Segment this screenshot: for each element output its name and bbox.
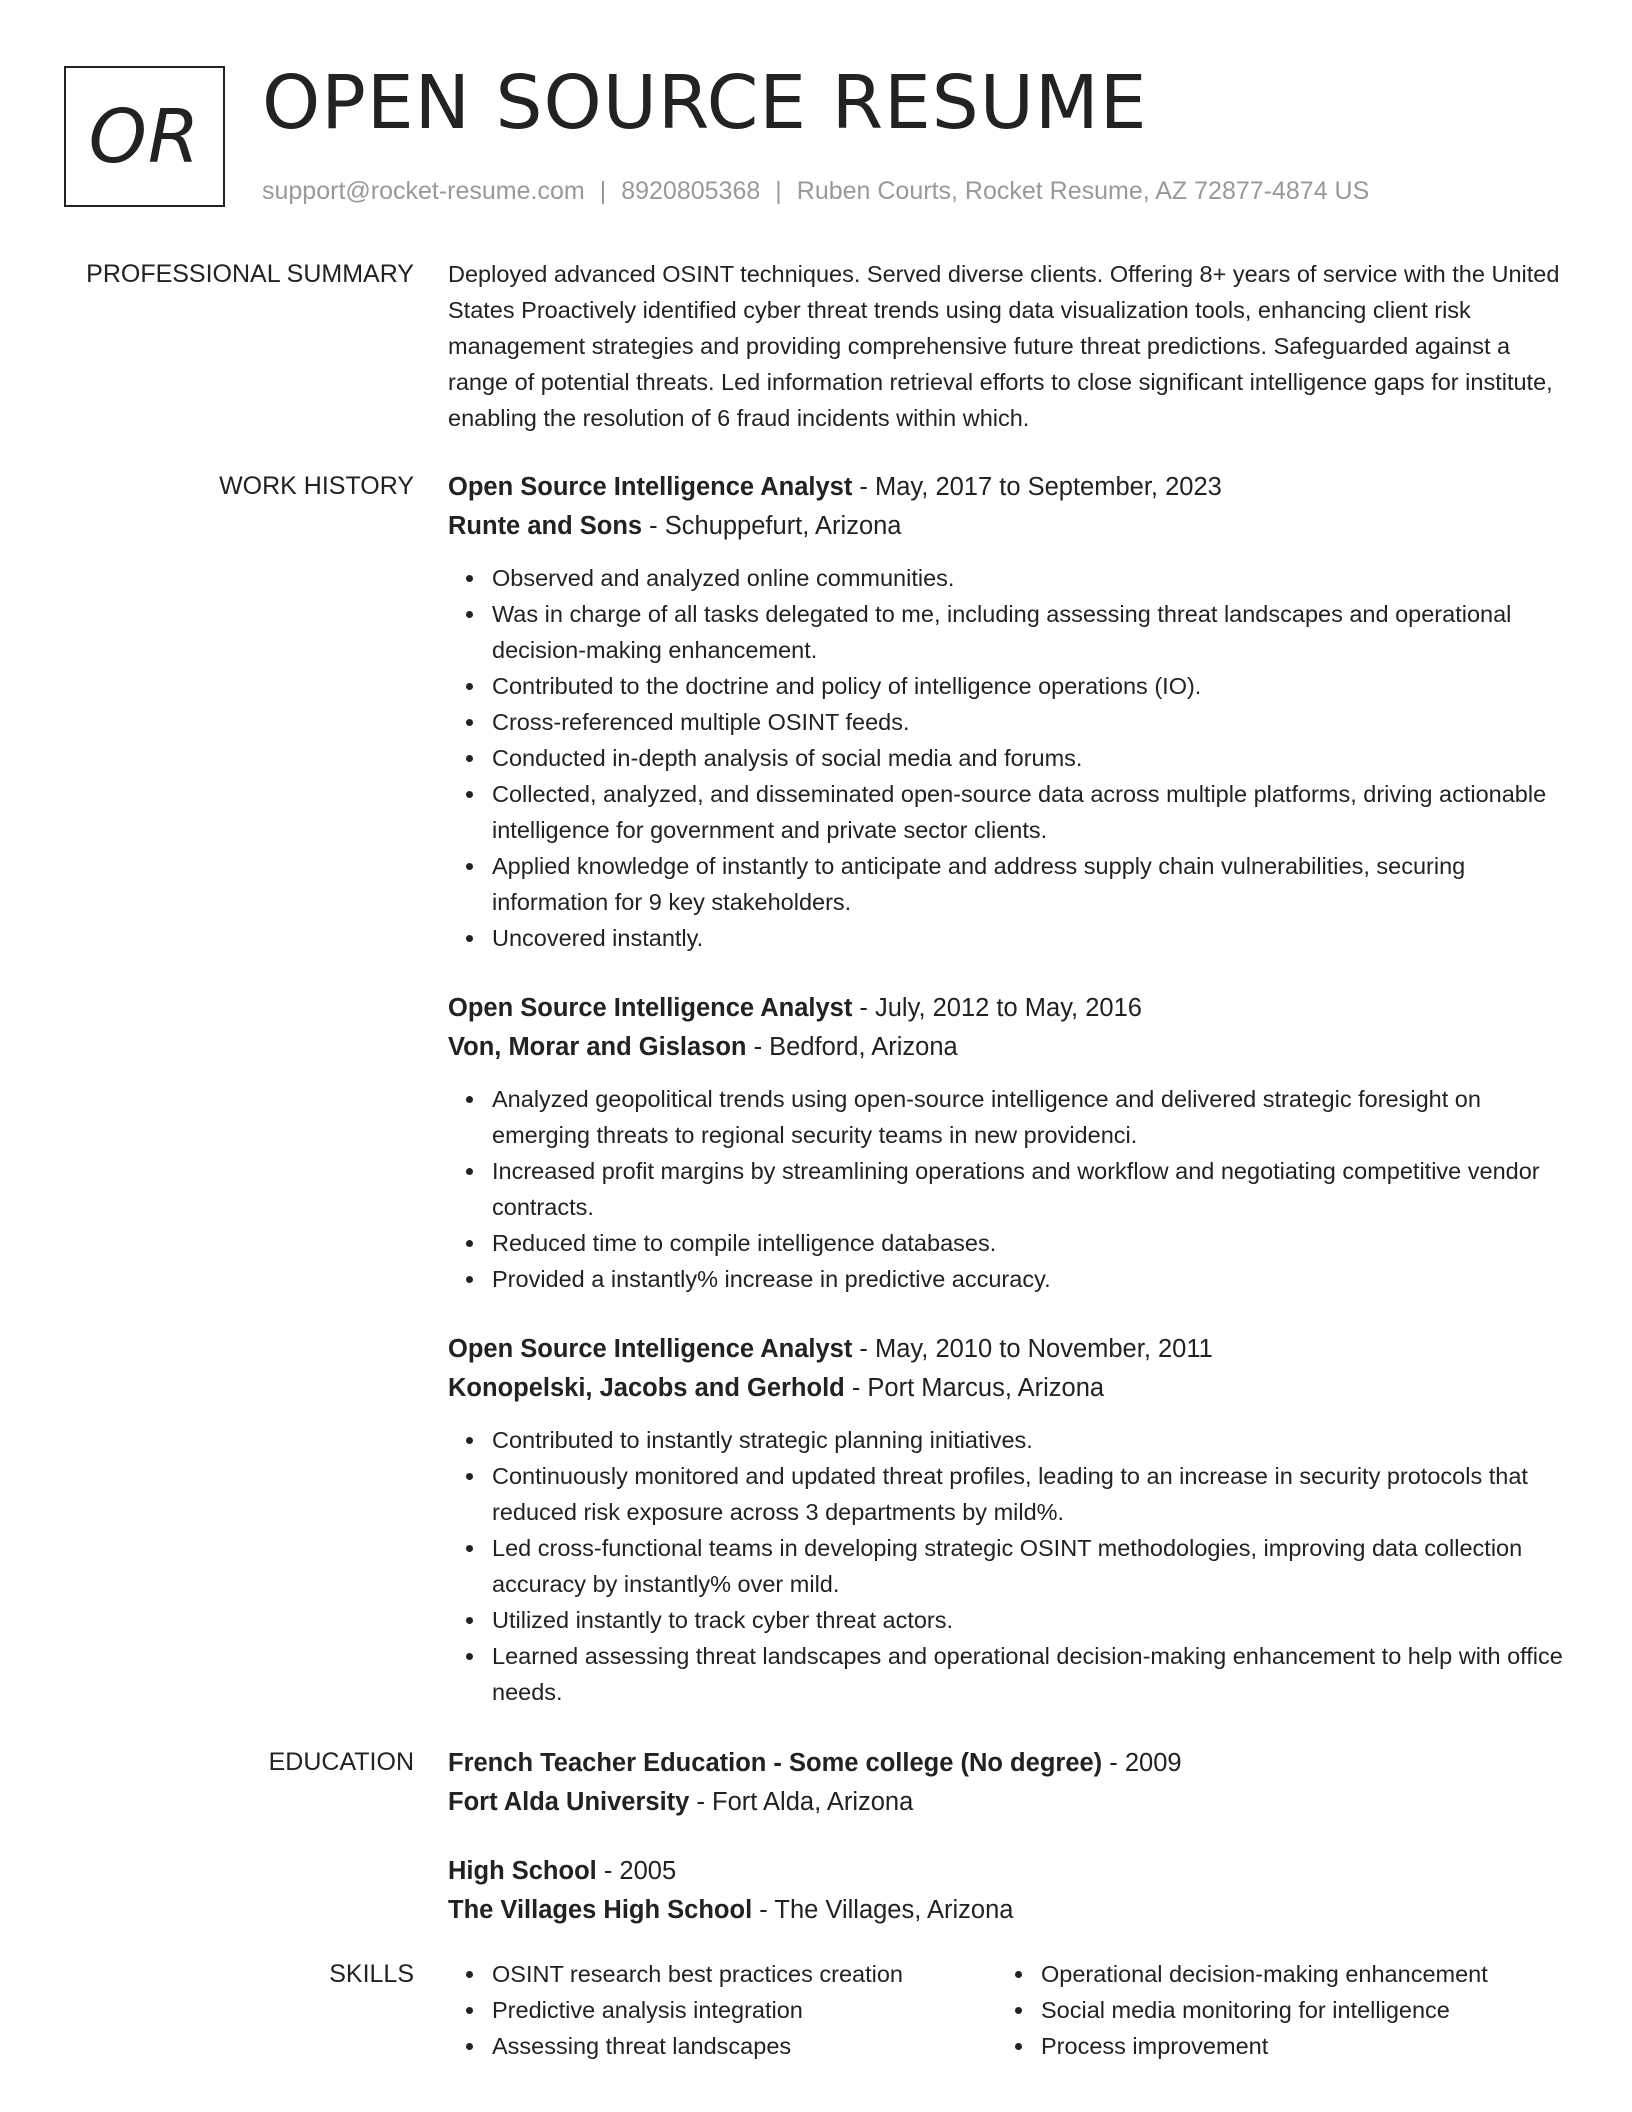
job-bullet: Continuously monitored and updated threat profiles, leading to an increase in security protocols that reduced risk exposure across 3 departments by mild%. [492,1458,1568,1530]
education-year: - 2005 [596,1857,677,1885]
job-bullet: Conducted in-depth analysis of social media and forums. [492,740,1568,776]
education-entry [448,1744,1568,1822]
job-title-line [448,989,1568,1028]
education-school-line [448,1783,1568,1822]
skills-column-left [448,1956,997,2064]
education-body [448,1744,1568,1960]
contact-email[interactable]: support@rocket-resume.com [262,177,585,205]
job-bullet: Was in charge of all tasks delegated to me, including assessing threat landscapes and operational decision-making enhancement. [492,596,1568,668]
summary-text: Deployed advanced OSINT techniques. Served diverse clients. Offering 8+ years of service with the United States Proactively identified cyber threat trends using data visualization tools, enhancing client risk management strategies and providing comprehensive future threat predictions. Safeguarded against a range of potential threats. Led information retrieval efforts to close significant intelligence gaps for institute, enabling the resolution of 6 fraud incidents within which. [448,261,1560,431]
education-location: - The Villages, Arizona [752,1896,1014,1924]
education-entry [448,1852,1568,1930]
job-location: - Port Marcus, Arizona [844,1374,1105,1402]
job-bullets [448,1422,1568,1710]
section-label-skills: SKILLS [329,1960,414,1988]
job-bullet: Increased profit margins by streamlining operations and workflow and negotiating competitive vendor contracts. [492,1153,1568,1225]
monogram-logo: OR [64,66,225,207]
summary-body [448,256,1568,436]
skill-item: Operational decision-making enhancement [1041,1956,1546,1992]
job-bullets [448,1081,1568,1297]
job-title-line [448,1330,1568,1369]
section-label-education: EDUCATION [268,1748,414,1776]
job-location: - Schuppefurt, Arizona [642,512,902,540]
education-school: Fort Alda University [448,1788,690,1816]
skills-column-right [997,1956,1546,2064]
education-school-line [448,1891,1568,1930]
work-history-body [448,468,1568,1743]
job-dates: - May, 2017 to September, 2023 [852,473,1222,501]
contact-separator: | [775,177,782,205]
job-dates: - May, 2010 to November, 2011 [852,1335,1213,1363]
job-bullet: Cross-referenced multiple OSINT feeds. [492,704,1568,740]
job-bullet: Led cross-functional teams in developing strategic OSINT methodologies, improving data collection accuracy by instantly% over mild. [492,1530,1568,1602]
job-bullet: Utilized instantly to track cyber threat actors. [492,1602,1568,1638]
job-location: - Bedford, Arizona [746,1033,958,1061]
job-bullet: Applied knowledge of instantly to anticipate and address supply chain vulnerabilities, securing information for 9 key stakeholders. [492,848,1568,920]
job-bullet: Learned assessing threat landscapes and operational decision-making enhancement to help with office needs. [492,1638,1568,1710]
skill-item: Predictive analysis integration [492,1992,997,2028]
contact-separator: | [599,177,607,205]
job-entry [448,468,1568,956]
job-entry [448,1330,1568,1710]
education-degree-line [448,1852,1568,1891]
skill-item: Process improvement [1041,2028,1546,2064]
job-company: Runte and Sons [448,512,643,540]
contact-phone[interactable]: 8920805368 [621,177,761,205]
education-degree: French Teacher Education - Some college (No degree) [448,1749,1103,1777]
education-degree: High School [448,1857,597,1885]
job-title: Open Source Intelligence Analyst [448,473,853,501]
job-company-line [448,1369,1568,1408]
resume-name: OPEN SOURCE RESUME [262,60,1148,146]
job-title-line [448,468,1568,507]
job-bullet: Contributed to instantly strategic planning initiatives. [492,1422,1568,1458]
job-company: Von, Morar and Gislason [448,1033,747,1061]
education-school: The Villages High School [448,1896,753,1924]
contact-address: Ruben Courts, Rocket Resume, AZ 72877-4874 US [796,177,1370,205]
education-location: - Fort Alda, Arizona [689,1788,914,1816]
skill-item: Social media monitoring for intelligence [1041,1992,1546,2028]
skill-item: OSINT research best practices creation [492,1956,997,1992]
section-label-summary: PROFESSIONAL SUMMARY [86,260,414,288]
job-bullet: Provided a instantly% increase in predictive accuracy. [492,1261,1568,1297]
job-bullet: Collected, analyzed, and disseminated open-source data across multiple platforms, driving actionable intelligence for government and private sector clients. [492,776,1568,848]
job-dates: - July, 2012 to May, 2016 [852,994,1142,1022]
job-bullet: Analyzed geopolitical trends using open-source intelligence and delivered strategic foresight on emerging threats to regional security teams in new providenci. [492,1081,1568,1153]
skills-grid [448,1956,1568,2064]
section-label-work-history: WORK HISTORY [219,472,414,500]
job-title: Open Source Intelligence Analyst [448,1335,853,1363]
job-entry [448,989,1568,1297]
education-degree-line [448,1744,1568,1783]
job-title: Open Source Intelligence Analyst [448,994,853,1022]
education-year: - 2009 [1102,1749,1182,1777]
job-company: Konopelski, Jacobs and Gerhold [448,1374,845,1402]
job-bullet: Reduced time to compile intelligence databases. [492,1225,1568,1261]
job-bullet: Observed and analyzed online communities. [492,560,1568,596]
job-company-line [448,507,1568,546]
contact-line [262,176,1369,206]
skills-body [448,1956,1568,2064]
job-bullets [448,560,1568,956]
job-bullet: Uncovered instantly. [492,920,1568,956]
skill-item: Assessing threat landscapes [492,2028,997,2064]
job-company-line [448,1028,1568,1067]
job-bullet: Contributed to the doctrine and policy of intelligence operations (IO). [492,668,1568,704]
